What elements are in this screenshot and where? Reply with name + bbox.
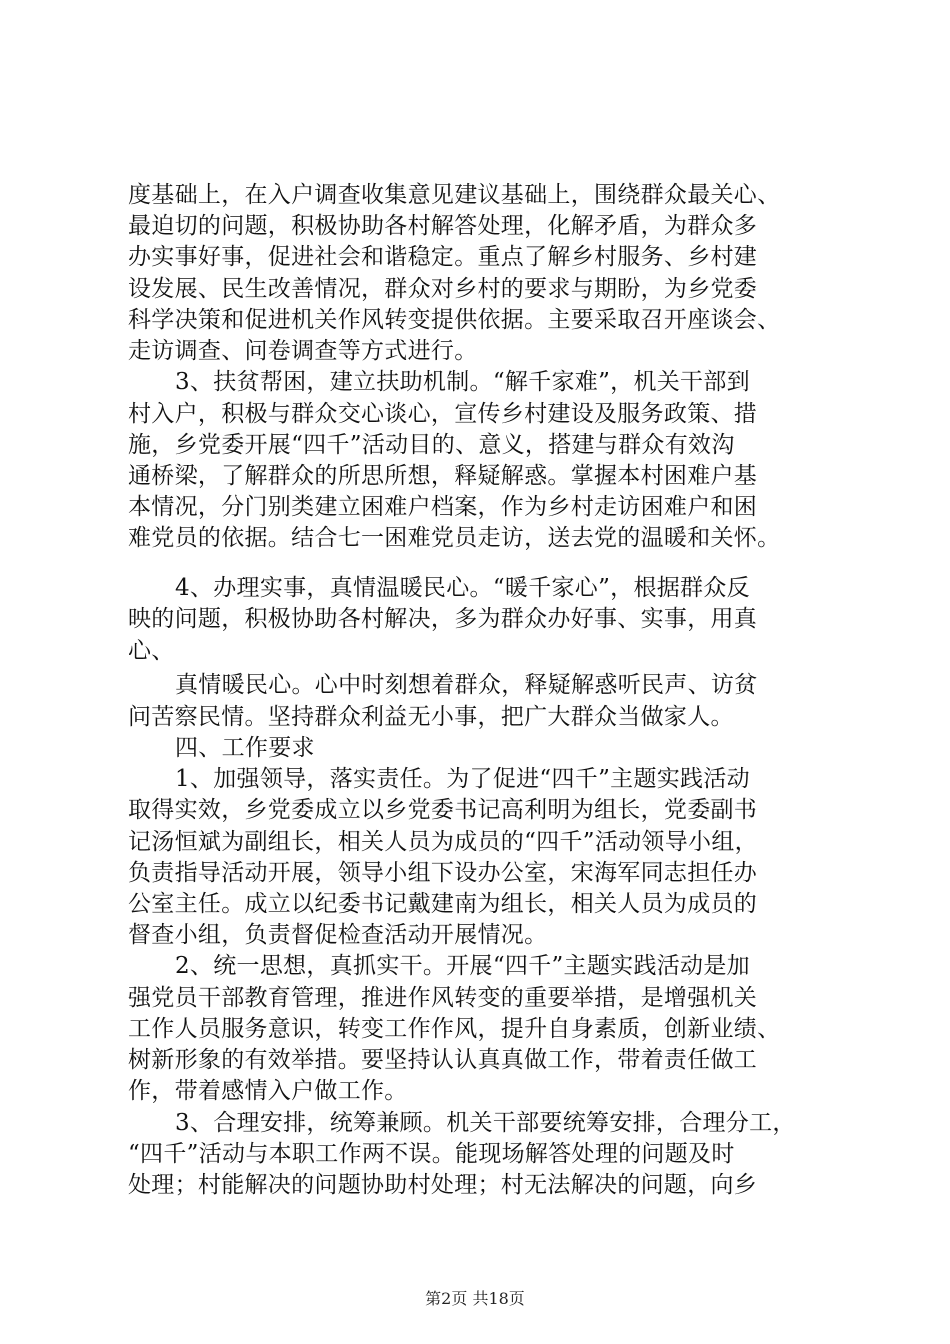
text-line: 映的问题，积极协助各村解决，多为群众办好事、实事，用真 bbox=[128, 606, 758, 632]
text-line: 公室主任。成立以纪委书记戴建南为组长，相关人员为成员的 bbox=[128, 891, 758, 917]
text-line: 负责指导活动开展，领导小组下设办公室，宋海军同志担任办 bbox=[128, 860, 758, 886]
text-line: 设发展、民生改善情况，群众对乡村的要求与期盼，为乡党委 bbox=[128, 276, 758, 302]
text-line: 记汤恒斌为副组长，相关人员为成员的“四千”活动领导小组， bbox=[128, 829, 758, 855]
text-line: 1、加强领导，落实责任。为了促进“四千”主题实践活动 bbox=[175, 766, 750, 792]
text-line: 真情暖民心。心中时刻想着群众，释疑解惑听民声、访贫 bbox=[175, 672, 758, 698]
text-line: 2、统一思想，真抓实干。开展“四千”主题实践活动是加 bbox=[175, 953, 750, 979]
section-heading: 四、工作要求 bbox=[175, 735, 315, 761]
text-line: 难党员的依据。结合七一困难党员走访，送去党的温暖和关怀。 bbox=[128, 525, 781, 551]
text-line: 工作人员服务意识，转变工作作风，提升自身素质，创新业绩、 bbox=[128, 1016, 781, 1042]
text-line: 作，带着感情入户做工作。 bbox=[128, 1078, 408, 1104]
text-line: 处理；村能解决的问题协助村处理；村无法解决的问题，向乡 bbox=[128, 1172, 758, 1198]
text-line: 树新形象的有效举措。要坚持认认真真做工作，带着责任做工 bbox=[128, 1047, 758, 1073]
text-line: 施，乡党委开展“四千”活动目的、意义，搭建与群众有效沟 bbox=[128, 432, 735, 458]
text-line: 督查小组，负责督促检查活动开展情况。 bbox=[128, 922, 548, 948]
text-line: 3、合理安排，统筹兼顾。机关干部要统筹安排，合理分工， bbox=[175, 1110, 796, 1136]
text-line: 本情况，分门别类建立困难户档案，作为乡村走访困难户和困 bbox=[128, 494, 758, 520]
text-line: 办实事好事，促进社会和谐稳定。重点了解乡村服务、乡村建 bbox=[128, 244, 758, 270]
text-line: 科学决策和促进机关作风转变提供依据。主要采取召开座谈会、 bbox=[128, 307, 781, 333]
text-line: “四千”活动与本职工作两不误。能现场解答处理的问题及时 bbox=[128, 1141, 735, 1167]
page-footer: 第2页 共18页 bbox=[425, 1289, 525, 1308]
text-line: 度基础上，在入户调查收集意见建议基础上，围绕群众最关心、 bbox=[128, 182, 781, 208]
text-line: 村入户，积极与群众交心谈心，宣传乡村建设及服务政策、措 bbox=[128, 401, 758, 427]
text-line: 4、办理实事，真情温暖民心。“暖千家心”，根据群众反 bbox=[175, 575, 750, 601]
text-line: 走访调查、问卷调查等方式进行。 bbox=[128, 338, 478, 364]
text-line: 3、扶贫帮困，建立扶助机制。“解千家难”，机关干部到 bbox=[175, 369, 750, 395]
text-line: 取得实效，乡党委成立以乡党委书记高利明为组长，党委副书 bbox=[128, 797, 758, 823]
text-line: 通桥梁，了解群众的所思所想，释疑解惑。掌握本村困难户基 bbox=[128, 463, 758, 489]
text-line: 最迫切的问题，积极协助各村解答处理，化解矛盾，为群众多 bbox=[128, 213, 758, 239]
text-line: 心、 bbox=[128, 638, 175, 664]
text-line: 强党员干部教育管理，推进作风转变的重要举措，是增强机关 bbox=[128, 985, 758, 1011]
text-line: 问苦察民情。坚持群众利益无小事，把广大群众当做家人。 bbox=[128, 704, 734, 730]
